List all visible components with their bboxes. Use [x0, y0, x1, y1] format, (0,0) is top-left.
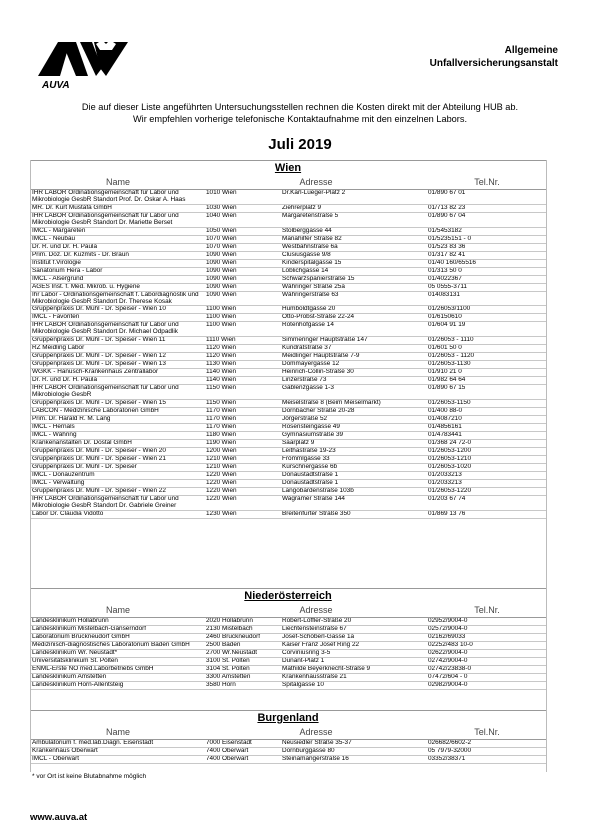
lab-postcode-city: 1090 Wien — [204, 291, 280, 306]
table-row — [30, 291, 546, 306]
lab-street: Kundratstraße 37 — [280, 345, 426, 353]
lab-postcode-city: 1170 Wien — [204, 408, 280, 416]
lab-street: Liechtensteinstraße 67 — [280, 626, 426, 634]
table-row — [30, 642, 546, 650]
column-header-tel: Tel.Nr. — [426, 727, 546, 740]
lab-street: Clusiusgasse 9/8 — [280, 251, 426, 259]
lab-postcode-city: 7400 Oberwart — [204, 756, 280, 764]
org-line2: Unfallversicherungsanstalt — [429, 58, 558, 69]
lab-postcode-city: 1170 Wien — [204, 416, 280, 424]
table-row — [30, 488, 546, 496]
table-border-left — [30, 160, 31, 772]
lab-name: IMCL - Hernals — [30, 424, 204, 432]
lab-name: Institut f.Virologie — [30, 259, 204, 267]
lab-name: IMCL - Oberwart — [30, 756, 204, 764]
lab-postcode-city: 1220 Wien — [204, 472, 280, 480]
lab-phone: 05 7979-32000 — [426, 748, 546, 756]
lab-street: Leithastraße 19-23 — [280, 448, 426, 456]
table-row — [30, 283, 546, 291]
lab-phone: 01/713 82 23 — [426, 204, 546, 212]
lab-name: Krankenhaus Oberwart — [30, 748, 204, 756]
lab-phone: 03352/38371 — [426, 756, 546, 764]
lab-name: IMCL - Verwaltung — [30, 480, 204, 488]
table-row — [30, 369, 546, 377]
lab-name: Sanatorium Hera - Labor — [30, 267, 204, 275]
lab-phone: 01/890 67 04 — [426, 212, 546, 227]
lab-street: Kaiser Franz Josef Ring 22 — [280, 642, 426, 650]
section-title-burgenland: Burgenland — [30, 710, 546, 726]
table-row — [30, 306, 546, 314]
lab-name: Gruppenpraxis Dr. Mühl - Dr. Speiser — [30, 464, 204, 472]
lab-street: Saarplatz 9 — [280, 440, 426, 448]
table-row — [30, 314, 546, 322]
lab-name: Krankenanstalten Dr. Dostal GmbH — [30, 440, 204, 448]
lab-phone: 02162/69033 — [426, 634, 546, 642]
lab-street: Dunant-Platz 1 — [280, 658, 426, 666]
section-title-niederoesterreich: Niederösterreich — [30, 588, 546, 604]
lab-street: Kinderspitalgasse 15 — [280, 259, 426, 267]
lab-phone: 01/317 82 41 — [426, 251, 546, 259]
lab-table-wien — [30, 177, 546, 519]
lab-name: Laboratorium Bruckneudorf GmbH — [30, 634, 204, 642]
lab-name: IHR LABOR Ordinationsgemeinschaft für Labor und Mikrobiologie GesbR — [30, 385, 204, 400]
lab-postcode-city: 1110 Wien — [204, 337, 280, 345]
lab-postcode-city: 1090 Wien — [204, 259, 280, 267]
lab-postcode-city: 1220 Wien — [204, 480, 280, 488]
lab-phone: 02742/23838-0 — [426, 666, 546, 674]
intro-text — [0, 102, 600, 125]
lab-name: IHR LABOR Ordinationsgemeinschaft für Labor und Mikrobiologie GesbR Standort Prof. Dr. Oskar A. Haas — [30, 190, 204, 205]
lab-street: Frömmlgasse 33 — [280, 456, 426, 464]
lab-phone: 01/4022367 — [426, 275, 546, 283]
lab-phone: 07472/604 - 0 — [426, 674, 546, 682]
lab-street: Steinamangerstraße 16 — [280, 756, 426, 764]
table-row — [30, 626, 546, 634]
lab-street: Rotenhofgasse 14 — [280, 322, 426, 337]
footnote: * vor Ort ist keine Blutabnahme möglich — [32, 773, 147, 780]
lab-street: Donaustadtstraße 1 — [280, 472, 426, 480]
lab-street: Dornbacher Straße 20-28 — [280, 408, 426, 416]
auva-logo-icon — [36, 38, 132, 90]
lab-name: IMCL - Donauzentrum — [30, 472, 204, 480]
lab-street: Kürschnergasse 6b — [280, 464, 426, 472]
lab-postcode-city: 1090 Wien — [204, 267, 280, 275]
lab-postcode-city: 2700 Wr.Neustadt — [204, 650, 280, 658]
lab-postcode-city: 1030 Wien — [204, 204, 280, 212]
lab-table-niederoesterreich — [30, 605, 546, 690]
table-row — [30, 432, 546, 440]
lab-phone: 01/890 67 01 — [426, 190, 546, 205]
lab-phone: 01/601 50 0 — [426, 345, 546, 353]
column-header-row — [30, 177, 546, 190]
lab-phone: 02952/9004-0 — [426, 618, 546, 626]
lab-street: Corviniusring 3-5 — [280, 650, 426, 658]
table-row — [30, 353, 546, 361]
table-row — [30, 480, 546, 488]
lab-phone: 01/6150610 — [426, 314, 546, 322]
lab-postcode-city: 3104 St. Pölten — [204, 666, 280, 674]
lab-phone: 05 0555-3711 — [426, 283, 546, 291]
lab-postcode-city: 1180 Wien — [204, 432, 280, 440]
lab-street: Westbahnstraße 6a — [280, 243, 426, 251]
lab-phone: 01/26053-1200 — [426, 448, 546, 456]
lab-street: Mariahilfer Straße 82 — [280, 235, 426, 243]
lab-street: Heinrich-Collin-Straße 30 — [280, 369, 426, 377]
lab-phone: 01/890 67 15 — [426, 385, 546, 400]
lab-postcode-city: 1150 Wien — [204, 385, 280, 400]
lab-postcode-city: 3300 Amstetten — [204, 674, 280, 682]
lab-phone: 01/26053-1020 — [426, 464, 546, 472]
lab-postcode-city: 2020 Hollabrunn — [204, 618, 280, 626]
column-header-row — [30, 727, 546, 740]
table-row — [30, 456, 546, 464]
website-link[interactable]: www.auva.at — [30, 812, 88, 823]
lab-phone: 01/910 21 0 — [426, 369, 546, 377]
table-row — [30, 227, 546, 235]
lab-street: Währingerstraße 63 — [280, 291, 426, 306]
lab-name: Gruppenpraxis Dr. Mühl - Dr. Speiser - Wien 11 — [30, 337, 204, 345]
column-header-tel: Tel.Nr. — [426, 605, 546, 618]
table-row — [30, 674, 546, 682]
lab-postcode-city: 7400 Oberwart — [204, 748, 280, 756]
table-row — [30, 650, 546, 658]
lab-name: Gruppenpraxis Dr. Mühl - Dr. Speiser - Wien 13 — [30, 361, 204, 369]
lab-name: Dr. R. und Dr. H. Paula — [30, 243, 204, 251]
table-row — [30, 259, 546, 267]
lab-postcode-city: 1120 Wien — [204, 345, 280, 353]
lab-phone: 01/26053-1130 — [426, 361, 546, 369]
table-row — [30, 496, 546, 511]
lab-postcode-city: 1090 Wien — [204, 251, 280, 259]
lab-name: WGKK - Hanusch-Krankenhaus Zentrallabor — [30, 369, 204, 377]
table-row — [30, 618, 546, 626]
lab-street: Meiselstraße 8 (Beim Meiselmarkt) — [280, 400, 426, 408]
table-row — [30, 472, 546, 480]
lab-name: Dr. R. und Dr. H. Paula — [30, 377, 204, 385]
section-title-wien: Wien — [30, 160, 546, 176]
lab-name: Gruppenpraxis Dr. Mühl - Dr. Speiser - Wien 15 — [30, 400, 204, 408]
lab-name: IMCL - Margareten — [30, 227, 204, 235]
lab-table-burgenland — [30, 727, 546, 764]
table-row — [30, 251, 546, 259]
lab-postcode-city: 1210 Wien — [204, 456, 280, 464]
table-row — [30, 682, 546, 690]
lab-postcode-city: 1140 Wien — [204, 369, 280, 377]
table-row — [30, 337, 546, 345]
column-header-name: Name — [30, 177, 204, 190]
month-title: Juli 2019 — [268, 136, 332, 153]
table-row — [30, 464, 546, 472]
table-row — [30, 756, 546, 764]
auva-logo — [36, 38, 132, 90]
lab-postcode-city: 1170 Wien — [204, 424, 280, 432]
lab-phone: 01/368 24 72-0 — [426, 440, 546, 448]
logo-text: AUVA — [42, 80, 70, 90]
lab-street: Schwarzspanierstraße 15 — [280, 275, 426, 283]
lab-street: Humboldtgasse 20 — [280, 306, 426, 314]
lab-phone: 01/40 160/65516 — [426, 259, 546, 267]
lab-street: Währinger Straße 25a — [280, 283, 426, 291]
lab-street: Neusiedler Straße 35-37 — [280, 740, 426, 748]
lab-street: Meidlinger Hauptstraße 7-9 — [280, 353, 426, 361]
table-row — [30, 440, 546, 448]
lab-postcode-city: 1220 Wien — [204, 496, 280, 511]
lab-street: Donaustadtstraße 1 — [280, 480, 426, 488]
table-row — [30, 275, 546, 283]
lab-street: Otto-Probst-Straße 22-24 — [280, 314, 426, 322]
lab-name: ENML-Erste NÖ med.Laborbetriebs GmbH — [30, 666, 204, 674]
lab-postcode-city: 1100 Wien — [204, 306, 280, 314]
lab-street: Jörgerstraße 52 — [280, 416, 426, 424]
lab-phone: 01/26053-1150 — [426, 400, 546, 408]
lab-phone: 01/982 64 64 — [426, 377, 546, 385]
lab-name: Gruppenpraxis Dr. Mühl - Dr. Speiser - Wien 21 — [30, 456, 204, 464]
lab-name: Landesklinikum Mistelbach-Gänserndorf — [30, 626, 204, 634]
lab-street: Gablenzgasse 1-3 — [280, 385, 426, 400]
lab-phone: 01/5235151 - 0 — [426, 235, 546, 243]
lab-phone: 02742/9004-0 — [426, 658, 546, 666]
table-row — [30, 377, 546, 385]
table-row — [30, 448, 546, 456]
lab-postcode-city: 1210 Wien — [204, 464, 280, 472]
lab-name: RZ Meidling Labor — [30, 345, 204, 353]
lab-phone: 02572/9004-0 — [426, 626, 546, 634]
lab-street: Simmeringer Hauptstraße 147 — [280, 337, 426, 345]
lab-phone: 01/26053/1100 — [426, 306, 546, 314]
lab-name: Ihr Labor - Ordinationsgemeinschaft f. Labordiagnostik und Mikrobiologie GesbR Standort Dr. Therese Kosak — [30, 291, 204, 306]
lab-name: MR. Dr. Kurt Mustafa GmbH — [30, 204, 204, 212]
lab-phone: 01/2033213 — [426, 480, 546, 488]
lab-name: Prim. Dr. Harald R. M. Lang — [30, 416, 204, 424]
lab-phone: 02252/483 10-0 — [426, 642, 546, 650]
lab-name: IMCL - Währing — [30, 432, 204, 440]
lab-phone: 01/26053-1220 — [426, 488, 546, 496]
lab-phone: 02622/9004-0 — [426, 650, 546, 658]
lab-postcode-city: 1040 Wien — [204, 212, 280, 227]
column-header-address: Adresse — [204, 605, 426, 618]
lab-name: Medizinisch-diagnostisches Laboratorium Baden GmbH — [30, 642, 204, 650]
lab-phone: 01/2033213 — [426, 472, 546, 480]
lab-postcode-city: 1090 Wien — [204, 275, 280, 283]
lab-street: Rosensteingasse 49 — [280, 424, 426, 432]
lab-postcode-city: 1140 Wien — [204, 377, 280, 385]
lab-postcode-city: 2460 Bruckneudorf — [204, 634, 280, 642]
lab-street: Dornburggasse 80 — [280, 748, 426, 756]
table-row — [30, 190, 546, 205]
table-row — [30, 510, 546, 518]
lab-name: AGES Inst. f. Med. Mikrob. u. Hygiene — [30, 283, 204, 291]
lab-phone: 02982/9004-0 — [426, 682, 546, 690]
lab-name: IHR LABOR Ordinationsgemeinschaft für Labor und Mikrobiologie GesbR Standort Dr. Mariette Berset — [30, 212, 204, 227]
lab-name: Landesklinikum Horn-Allentsteig — [30, 682, 204, 690]
lab-phone: 01/26053-1210 — [426, 456, 546, 464]
lab-name: Gruppenpraxis Dr. Mühl - Dr. Speiser - Wien 10 — [30, 306, 204, 314]
lab-name: IMCL - Favoriten — [30, 314, 204, 322]
lab-phone: 01/869 13 76 — [426, 510, 546, 518]
lab-street: Löblichgasse 14 — [280, 267, 426, 275]
lab-street: Josef-Schöberl-Gasse 1a — [280, 634, 426, 642]
table-row — [30, 235, 546, 243]
lab-name: Prim. Doz. Dr. Kuzmits - Dr. Braun — [30, 251, 204, 259]
column-header-address: Adresse — [204, 177, 426, 190]
lab-name: Gruppenpraxis Dr. Mühl - Dr. Speiser - Wien 20 — [30, 448, 204, 456]
table-row — [30, 416, 546, 424]
lab-phone: 01/313 50 0 — [426, 267, 546, 275]
lab-postcode-city: 3580 Horn — [204, 682, 280, 690]
lab-phone: 01/4087210 — [426, 416, 546, 424]
lab-street: Gymnasiumstraße 39 — [280, 432, 426, 440]
lab-phone: 01/203 67 74 — [426, 496, 546, 511]
table-row — [30, 322, 546, 337]
lab-name: IMCL - Neubau — [30, 235, 204, 243]
table-border-right — [546, 160, 547, 772]
lab-name: Landesklinikum Hollabrunn — [30, 618, 204, 626]
lab-phone: 01/26053 - 1110 — [426, 337, 546, 345]
table-row — [30, 408, 546, 416]
lab-postcode-city: 1090 Wien — [204, 283, 280, 291]
table-row — [30, 634, 546, 642]
column-header-row — [30, 605, 546, 618]
org-line1: Allgemeine — [504, 45, 558, 56]
table-row — [30, 345, 546, 353]
column-header-name: Name — [30, 727, 204, 740]
lab-postcode-city: 1070 Wien — [204, 235, 280, 243]
table-row — [30, 740, 546, 748]
lab-name: IMCL - Alsergrund — [30, 275, 204, 283]
lab-phone: 01/523 83 36 — [426, 243, 546, 251]
table-row — [30, 243, 546, 251]
lab-phone: 01/400 88-0 — [426, 408, 546, 416]
lab-postcode-city: 1100 Wien — [204, 314, 280, 322]
lab-street: Spitalgasse 10 — [280, 682, 426, 690]
lab-phone: 026682/6602-2 — [426, 740, 546, 748]
lab-street: Breitenfurter Straße 350 — [280, 510, 426, 518]
lab-street: Robert-Löffler-Straße 20 — [280, 618, 426, 626]
lab-street: Ziehrerplatz 9 — [280, 204, 426, 212]
lab-postcode-city: 3100 St. Pölten — [204, 658, 280, 666]
table-row — [30, 212, 546, 227]
table-row — [30, 400, 546, 408]
lab-street: Linzerstraße 73 — [280, 377, 426, 385]
intro-line2: Wir empfehlen vorherige telefonische Kontaktaufnahme mit den einzelnen Labors. — [132, 113, 467, 124]
lab-name: IHR LABOR Ordinationsgemeinschaft für Labor und Mikrobiologie GesbR Standort Dr. Gabriele Greiner — [30, 496, 204, 511]
lab-postcode-city: 7000 Eisenstadt — [204, 740, 280, 748]
lab-phone: 01/26053 - 1120 — [426, 353, 546, 361]
lab-phone: 014083131 — [426, 291, 546, 306]
org-name — [430, 44, 558, 70]
column-header-name: Name — [30, 605, 204, 618]
lab-name: Universitätsklinikum St. Pölten — [30, 658, 204, 666]
lab-street: Dr.Karl-Lueger-Platz 2 — [280, 190, 426, 205]
table-row — [30, 385, 546, 400]
lab-name: Ambulatorium f. med.lab.Diagn. Eisenstadt — [30, 740, 204, 748]
lab-phone: 01/4856161 — [426, 424, 546, 432]
lab-street: Margaretenstraße 5 — [280, 212, 426, 227]
table-row — [30, 424, 546, 432]
lab-phone: 01/5453182 — [426, 227, 546, 235]
lab-postcode-city: 1220 Wien — [204, 488, 280, 496]
lab-street: Langobardenstraße 103b — [280, 488, 426, 496]
lab-name: Gruppenpraxis Dr. Mühl - Dr. Speiser - Wien 22 — [30, 488, 204, 496]
lab-postcode-city: 1120 Wien — [204, 353, 280, 361]
lab-postcode-city: 2130 Mistelbach — [204, 626, 280, 634]
lab-postcode-city: 1130 Wien — [204, 361, 280, 369]
intro-line1: Die auf dieser Liste angeführten Untersuchungsstellen rechnen die Kosten direkt mit der Abteilung HUB ab. — [81, 102, 519, 112]
lab-postcode-city: 1050 Wien — [204, 227, 280, 235]
lab-street: Mathilde Beyerknecht-Straße 9 — [280, 666, 426, 674]
table-row — [30, 361, 546, 369]
table-row — [30, 658, 546, 666]
column-header-tel: Tel.Nr. — [426, 177, 546, 190]
lab-postcode-city: 1150 Wien — [204, 400, 280, 408]
lab-street: Krankenhausstraße 21 — [280, 674, 426, 682]
lab-name: Landesklinikum Wr. Neustadt* — [30, 650, 204, 658]
lab-postcode-city: 1230 Wien — [204, 510, 280, 518]
table-row — [30, 204, 546, 212]
table-row — [30, 748, 546, 756]
lab-postcode-city: 1200 Wien — [204, 448, 280, 456]
lab-postcode-city: 1190 Wien — [204, 440, 280, 448]
lab-street: Wagramer Straße 144 — [280, 496, 426, 511]
lab-postcode-city: 1070 Wien — [204, 243, 280, 251]
column-header-address: Adresse — [204, 727, 426, 740]
lab-name: Gruppenpraxis Dr. Mühl - Dr. Speiser - Wien 12 — [30, 353, 204, 361]
lab-name: Labor Dr. Claudia Vidotto — [30, 510, 204, 518]
table-row — [30, 666, 546, 674]
lab-name: IHR LABOR Ordinationsgemeinschaft für Labor und Mikrobiologie GesbR Standort Dr. Michael Odpadlik — [30, 322, 204, 337]
lab-street: Dommayergasse 12 — [280, 361, 426, 369]
lab-phone: 01/604 91 19 — [426, 322, 546, 337]
lab-postcode-city: 1100 Wien — [204, 322, 280, 337]
lab-postcode-city: 2500 Baden — [204, 642, 280, 650]
lab-phone: 01/4783441 — [426, 432, 546, 440]
table-row — [30, 267, 546, 275]
lab-street: Stolberggasse 44 — [280, 227, 426, 235]
lab-postcode-city: 1010 Wien — [204, 190, 280, 205]
lab-name: Landesklinikum Amstetten — [30, 674, 204, 682]
lab-name: LABCON - Medizinische Laboratorien GmbH — [30, 408, 204, 416]
